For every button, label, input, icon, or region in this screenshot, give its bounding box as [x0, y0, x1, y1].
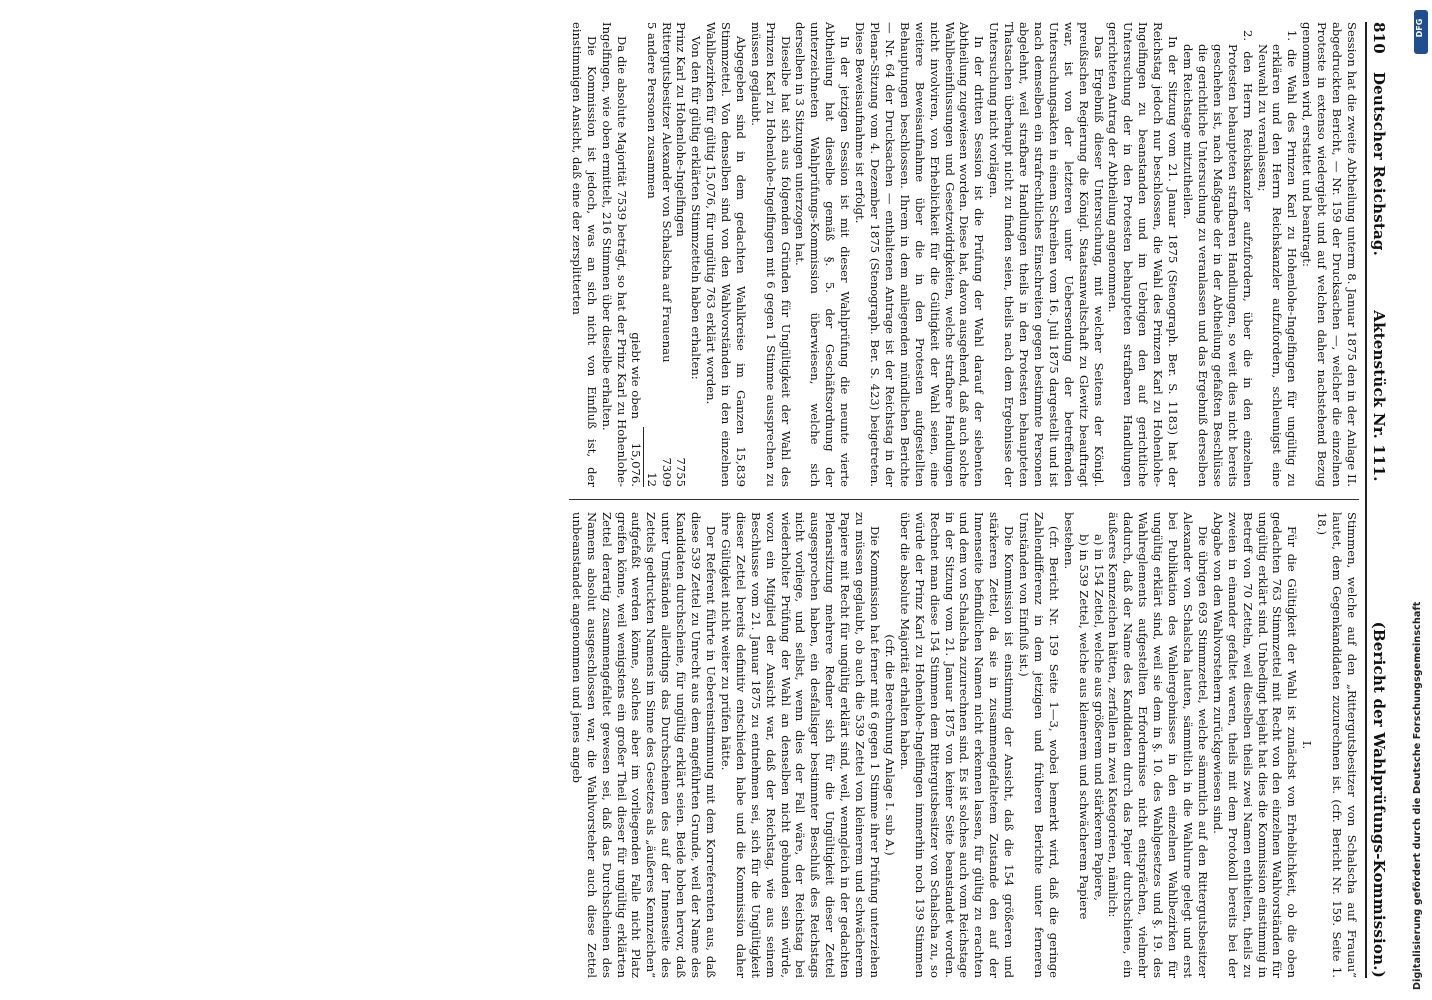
section-numeral: I.	[1300, 740, 1315, 750]
text-columns	[569, 22, 1359, 978]
paragraph: Session hat die zweite Abtheilung unterm 8. Januar 1875 den in der Anlage II. abgedruckten Bericht, — Nr. 159 der Drucksachen —, welcher die einzelnen Proteste in extenso wiedergiebt und auf welchen daher nachstehend Bezug genommen wird, erstattet und beantragt:	[1300, 22, 1359, 487]
funding-notice: Digitalisierung gefördert durch die Deutsche Forschungsgemeinschaft	[1412, 601, 1423, 990]
paragraph: Stimmen, welche auf den „Rittergutsbesitzer von Schalscha auf Frauau“ lautet, dem Gegenkandidaten zuzurechnen ist. (cfr. Bericht Nr. 159. Seite 1. 18.)	[1315, 512, 1359, 978]
running-head	[1365, 22, 1388, 978]
paragraph: bestehen.	[1061, 512, 1076, 570]
table-row-total	[629, 22, 644, 487]
list-item: 1. die Wahl des Prinzen Karl zu Hohenlohe-Ingelfingen für ungültig zu erklären und den Herrn Reichskanzler aufzufordern, schleunigst eine Neuwahl zu veranlassen;	[1255, 30, 1300, 487]
paragraph: Das Ergebniß dieser Untersuchung, mit welcher Seitens der Königl. preußischen Regierung die Königl. Staatsanwaltschaft zu Glewitz beauftragt war, ist von der letzteren unter Uebersendung der betreffenden Untersuchungsakten in einem Schreiben vom 16. Juli 1875 dargestellt und ist nach demselben ein strafrechtliches Einschreiten gegen bestimmte Personen abgelehnt, weil strafbare Handlungen theils in den Protesten behaupteten Thatsachen überhaupt nicht zu finden seien, theils nach dem Ergebnisse der Untersuchung nicht vorlägen.	[987, 22, 1106, 487]
paragraph: Abgegeben sind in dem gedachten Wahlkreise im Ganzen 15,839 Stimmzettel. Von denselben sind von den Wahlvorständen in den einzelnen Wahlbezirken für gültig 15,076, für ungültig 763 erklärt worden.	[704, 22, 748, 487]
right-column	[569, 500, 1359, 978]
vote-total: 15,076.	[629, 427, 644, 487]
paragraph: Der Referent führte in Uebereinstimmung mit dem Korreferenten aus, daß diese 539 Zettel zu Unrecht aus dem angeführten Grunde, weil der Name des Kandidaten durchscheine, für ungültig erklärt seien. Beide hoben hervor, daß unter Umständen allerdings das Durchscheinen des auf der Innenseite des Zettels gedruckten Namens im Sinne des Gesetzes als „äußeres Kennzeichen“ aufgefaßt werden könne, solches aber im vorliegenden Falle nicht Platz greifen könne, weil wenigstens ein großer Theil dieser für ungültig erklärten Zettel derartig zusammengefaltet gewesen sei, daß das Durchscheinen des Namens absolut ausgeschlossen war, die Wahlvorsteher auch diese Zettel unbeanstandet angenommen und jenes angeb	[569, 512, 719, 978]
paragraph: (cfr. Bericht Nr. 159 Seite 1—3, wobei bemerkt wird, daß die geringe Zahlendifferenz in dem jetzigen und früheren Berichte unter ferneren Umständen von Einfluß ist.)	[1017, 512, 1061, 978]
page-number: 810	[1370, 22, 1388, 54]
table-row	[674, 22, 689, 487]
paragraph: Für die Gültigkeit der Wahl ist zunächst von Erheblichkeit, ob die oben gedachten 763 Stimmzettel mit Recht von den einzelnen Wahlvorständen für ungültig erklärt sind. Unbedingt bejaht hat dies die Kommission einstimmig in Betreff von 70 Zetteln, weil dieselben theils zwei Namen enthielten, theils zu zweien in einander gefaltet waren, theils mit dem Protokoll bereits bei der Abgabe von den Wahlvorstehern zurückgewiesen sind.	[1210, 512, 1300, 978]
paragraph: Die übrigen 693 Stimmzettel, welche sämmtlich auf den Rittergutsbesitzer Alexander von Schalscha lauten, sämmtlich in die Wahlurne gelegt und erst bei Publikation des Wahlergebnisses in den einzelnen Wahlbezirken für ungültig erklärt sind, weil sie dem in §. 10. des Wahlgesetzes und §. 19. des Wahlreglements aufgestellten Erfordernisse nicht entsprächen, vielmehr dadurch, daß der Name des Kandidaten durch das Papier durchschiene, ein äußeres Kennzeichen hätten, zerfallen in zwei Kategorieen, nämlich:	[1106, 512, 1210, 978]
table-row	[659, 22, 674, 487]
dfg-logo-text: DFG	[1415, 18, 1424, 38]
sub-item: b) in 539 Zettel, welche aus kleinerem und schwächerem Papiere	[1076, 534, 1091, 920]
table-row	[644, 22, 659, 487]
vote-name: Prinz Karl zu Hohenlohe-Ingelfingen	[674, 22, 689, 237]
list-item: 2. den Herrn Reichskanzler aufzufordern, über die in den einzelnen Protesten behaupteten strafbaren Handlungen, so weit dies nicht bereits geschehen ist, nach Maßgabe der in der Abtheilung gefaßten Beschlüsse die gerichtliche Untersuchung zu veranlassen und das Ergebniß derselben dem Reichstage mitzutheilen.	[1181, 30, 1255, 487]
paragraph: Da die absolute Majorität 7539 beträgt, so hat der Prinz Karl zu Hohenlohe-Ingelfingen, wie oben ermittelt, 216 Stimmen über dieselbe erhalten.	[599, 22, 629, 487]
paragraph: Von den für gültig erklärten Stimmzetteln haben erhalten:	[689, 36, 704, 380]
vote-count: 12	[645, 472, 660, 487]
vote-count: 7309	[659, 457, 674, 487]
list-item-text: die Wahl des Prinzen Karl zu Hohenlohe-Ingelfingen für ungültig zu erklären und den Herrn Reichskanzler aufzufordern, schleunigst eine Neuwahl zu veranlassen;	[1255, 44, 1300, 487]
paragraph: In der dritten Session ist die Prüfung der Wahl darauf der siebenten Abtheilung zugewiesen worden. Diese hat, davon ausgehend, daß auch solche Wahlbeeinflussungen und Gesetzwidrigkeiten, welche strafbare Handlungen nicht involviren, von Erheblichkeit für die Gültigkeit der Wahl seien, eine weitere Beweisaufnahme über die in den Protesten aufgestellten Behauptungen beschlossen. Ihrem in dem anliegenden mündlichen Berichte — Nr. 64 der Drucksachen — enthaltenen Antrage ist der Reichstag in der Plenar-Sitzung vom 4. Dezember 1875 (Stenograph. Ber. S. 423) beigetreten. Diese Beweisaufnahme ist erfolgt.	[853, 22, 987, 487]
sub-item: a) in 154 Zettel, welche aus größerem und stärkerem Papiere,	[1091, 534, 1106, 901]
paragraph: Dieselbe hat sich aus folgenden Gründen für Ungültigkeit der Wahl des Prinzen Karl zu Hohenlohe-Ingelfingen mit 6 gegen 1 Stimme aussprechen zu müssen geglaubt.	[748, 22, 793, 487]
paragraph: In der jetzigen Session ist mit dieser Wahlprüfung die neunte vierte Abtheilung hat dieselbe gemäß §. 5. der Geschäftsordnung der unterzeichneten Wahlprüfungs-Kommission überwiesen, welche sich derselben in 3 Sitzungen unterzogen hat.	[793, 22, 853, 487]
paragraph: Die Kommission ist jedoch, was an sich nicht von Einfluß ist, der einstimmigen Ansicht, daß eine der zersplitterten	[570, 22, 600, 487]
list-item-text: den Herrn Reichskanzler aufzufordern, über die in den einzelnen Protesten behaupteten strafbaren Handlungen, so weit dies nicht bereits geschehen ist, nach Maßgabe der in der Abtheilung gefaßten Beschlüsse die gerichtliche Untersuchung zu veranlassen und das Ergebniß derselben dem Reichstage mitzutheilen.	[1181, 44, 1255, 487]
journal-name: Deutscher Reichstag.	[1370, 71, 1388, 257]
vote-total-label: giebt wie oben	[629, 332, 644, 419]
vote-count: 7755	[674, 457, 689, 487]
document-number: Aktenstück Nr. 111.	[1370, 310, 1388, 482]
paragraph: Die Kommission hat ferner mit 6 gegen 1 Stimme ihrer Prüfung unterziehen zu müssen geglaubt, ob auch die 539 Zettel von kleinerem und schwächerem Papiere mit Recht für ungültig erklärt sind, weil, wenngleich in der gedachten Plenarsitzung mehrere Redner sich für die Ungültigkeit dieser Zettel ausgesprochen haben, ein desfallsiger bestimmter Beschluß des Reichstags nicht vorliege, und selbst, wenn dies der Fall wäre, der Reichstag bei wiederholter Prüfung der Wahl an denselben nicht gebunden sein würde, wozu ein Mitglied der Ansicht war, daß der Reichstag, wie aus seinem Beschlusse vom 21. Januar 1875 zu entnehmen sei, sich für die Ungültigkeit dieser Zettel bereits definitiv entschieden habe und die Kommission daher ihre Gültigkeit nicht weiter zu prüfen hätte.	[718, 512, 882, 978]
paragraph: Die Kommission ist einstimmig der Ansicht, daß die 154 größeren und stärkeren Zettel, da sie in zusammengefaltetem Zustande den auf der Innenseite befindlichen Namen nicht erkennen lassen, für gültig zu erachten und dem von Schalscha zuzurechnen sind. Es ist solches auch vom Reichstage in der Sitzung vom 21. Januar 1875 von keiner Seite beanstandet worden. Rechnet man diese 154 Stimmen dem Rittergutsbesitzer von Schalscha zu, so würde der Prinz Karl zu Hohenlohe-Ingelfingen immerhin noch 139 Stimmen über die absolute Majorität erhalten haben.	[897, 512, 1017, 978]
vote-table	[629, 22, 688, 487]
paragraph: (cfr. die Berechnung Anlage I. sub A.)	[882, 634, 897, 856]
section-title: (Bericht der Wahlprüfungs-Kommission.)	[1370, 621, 1388, 978]
vote-name: Rittergutsbesitzer Alexander von Schalscha auf Frauenau	[659, 22, 674, 363]
paragraph: In der Sitzung vom 21. Januar 1875 (Stenograph. Ber. S. 1183) hat der Reichstag jedoch nur beschlossen, die Wahl des Prinzen Karl zu Hohenlohe-Ingelfingen zu beanstanden und im Uebrigen den auf gerichtliche Untersuchung der in den Protesten behaupteten strafbaren Handlungen gerichteten Antrag der Abtheilung angenommen.	[1106, 22, 1181, 487]
journal-title	[1370, 54, 1388, 622]
left-column	[569, 22, 1359, 500]
vote-name: 5 andere Personen zusammen	[644, 22, 659, 199]
